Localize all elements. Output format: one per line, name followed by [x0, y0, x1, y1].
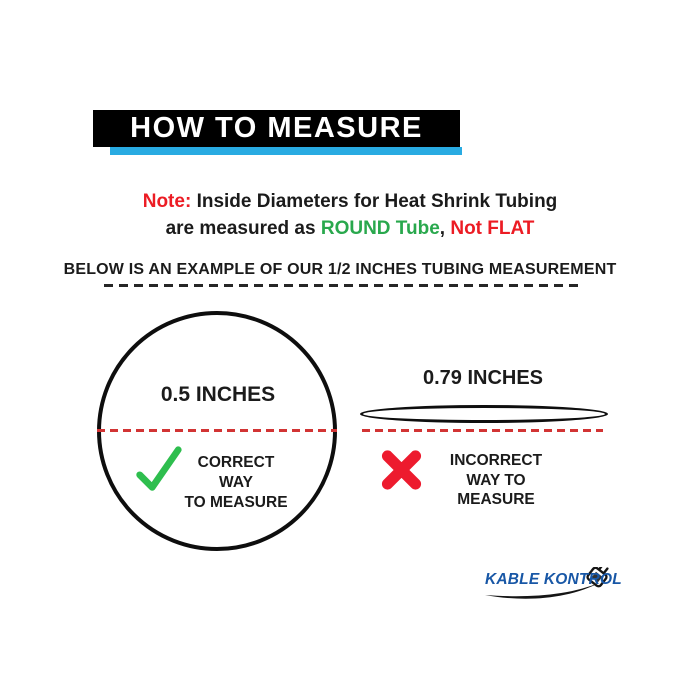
flat-tube-measurement: 0.79 INCHES [422, 367, 544, 389]
incorrect-caption-line-2: WAY TO [466, 471, 526, 489]
flat-tube-width-line [362, 429, 603, 432]
note-text [4, 188, 696, 242]
note-label: Note: [142, 191, 192, 212]
incorrect-caption [437, 451, 555, 510]
incorrect-caption-line-3: MEASURE [457, 491, 535, 508]
correct-caption [181, 453, 291, 513]
round-tube-diameter-line [97, 429, 337, 432]
note-line-2 [4, 215, 696, 242]
incorrect-caption-line-1: INCORRECT [449, 452, 543, 469]
divider-dashed-line [104, 284, 578, 287]
page-title: HOW TO MEASURE [130, 112, 423, 144]
header-banner [93, 110, 460, 147]
logo-text: KABLE KONTROL [485, 571, 622, 588]
x-icon [381, 449, 422, 491]
round-tube-measurement: 0.5 INCHES [160, 383, 276, 406]
example-heading: BELOW IS AN EXAMPLE OF OUR 1/2 INCHES TUBING MEASUREMENT [63, 261, 617, 278]
correct-caption-line-2: TO MEASURE [184, 494, 288, 511]
note-line-2-prefix: are measured as [165, 218, 316, 239]
banner-underline-bar [110, 147, 462, 155]
note-line-1-text: Inside Diameters for Heat Shrink Tubing [196, 191, 558, 212]
correct-caption-line-1: CORRECT WAY [197, 454, 275, 491]
note-not-flat: Not FLAT [450, 218, 535, 239]
note-round-tube: ROUND Tube [320, 218, 440, 239]
kable-kontrol-logo [483, 567, 622, 605]
flat-tube-diagram [360, 405, 608, 423]
check-icon [131, 443, 185, 497]
note-comma: , [439, 218, 446, 239]
note-line-1 [4, 188, 696, 215]
